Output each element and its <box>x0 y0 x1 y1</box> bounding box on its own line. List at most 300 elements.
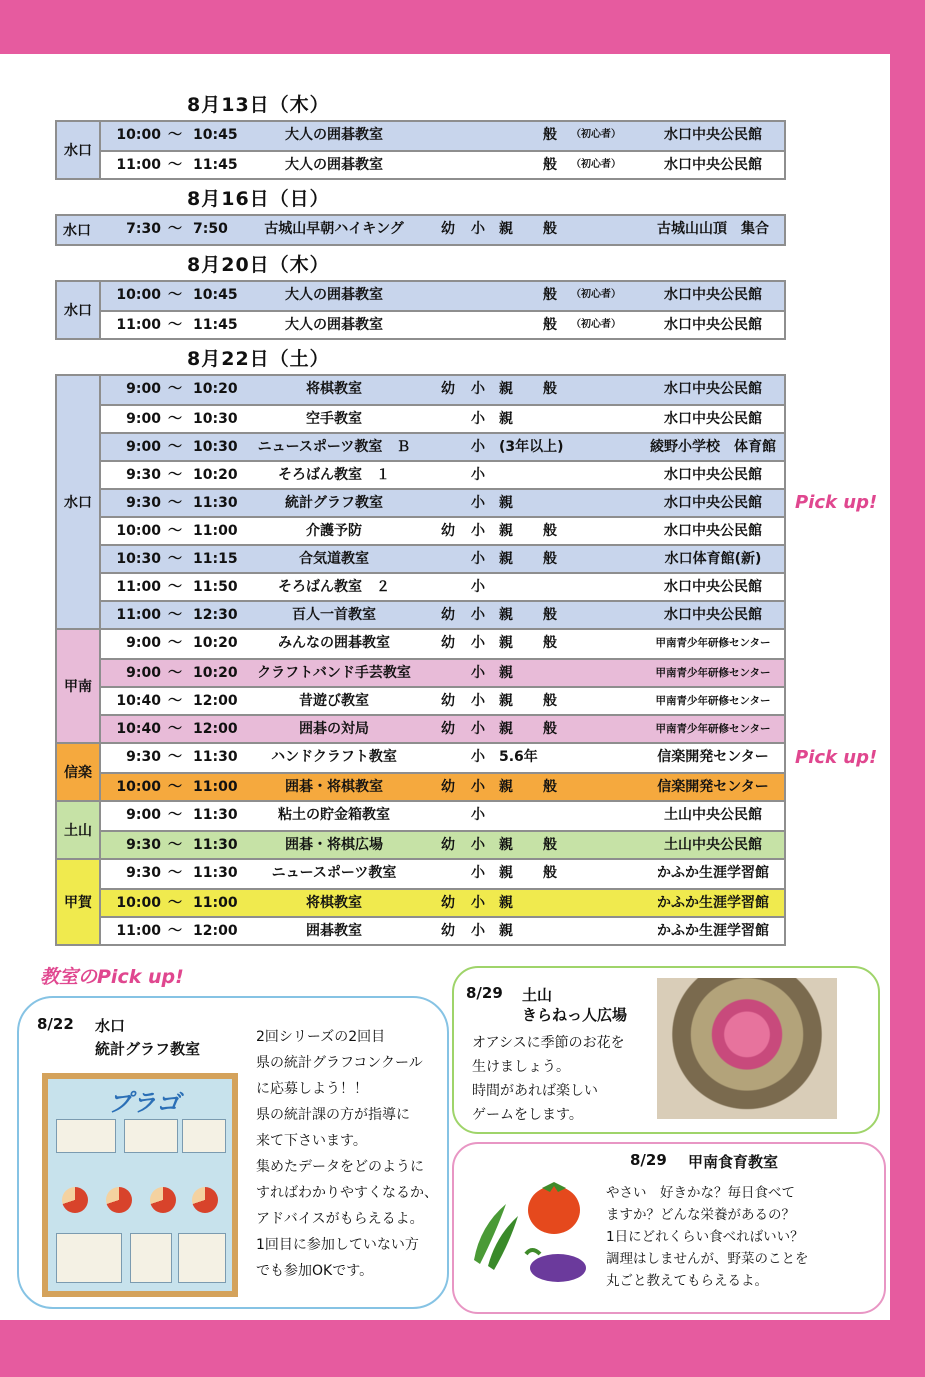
box2-title: きらねっ人広場 <box>522 1006 628 1024</box>
area-rows <box>101 376 784 628</box>
box3-line: 1日にどれくらい食べればいい？ <box>606 1229 804 1245</box>
end-time: 7:50 <box>193 221 228 237</box>
box1-title: 統計グラフ教室 <box>95 1040 201 1058</box>
end-time: 10:20 <box>193 467 238 483</box>
time-separator: ～ <box>168 411 182 427</box>
end-time: 11:45 <box>193 317 238 333</box>
target-general <box>543 462 563 488</box>
target-infant: 幼 <box>441 837 455 853</box>
start-time: 7:30 <box>126 221 161 237</box>
schedule-row <box>101 310 784 338</box>
day-table <box>55 214 786 246</box>
end-time: 10:45 <box>193 287 238 303</box>
area-rows <box>101 744 784 800</box>
end-time: 12:30 <box>193 607 238 623</box>
section-title: 教室のPick up! <box>40 966 184 988</box>
target-infant <box>441 860 463 886</box>
class-title: 大人の囲碁教室 <box>285 157 383 173</box>
time-separator: ～ <box>168 381 182 397</box>
target-note: （初心者） <box>571 159 621 170</box>
venue: 水口中央公民館 <box>664 157 762 173</box>
target-elementary: 小 <box>471 749 485 765</box>
target-general: 般 <box>543 779 557 795</box>
schedule-row <box>101 772 784 800</box>
box1-line: 県の統計グラフコンクール <box>256 1055 423 1071</box>
class-title: 囲碁・将棋広場 <box>285 837 383 853</box>
target-elementary: 小 <box>471 523 485 539</box>
time-separator: ～ <box>168 837 182 853</box>
area-rows <box>101 282 784 338</box>
time-separator: ～ <box>168 665 182 681</box>
box1-line: 2回シリーズの2回目 <box>256 1029 386 1045</box>
box1-line: すればわかりやすくなるか、 <box>256 1185 438 1201</box>
target-general <box>543 490 563 516</box>
schedule-row <box>101 916 784 944</box>
venue: 土山中央公民館 <box>664 837 762 853</box>
time-separator: ～ <box>168 157 182 173</box>
target-parent <box>499 462 519 488</box>
target-general: 般 <box>543 693 557 709</box>
box2-body <box>472 1031 625 1127</box>
start-time: 11:00 <box>116 607 161 623</box>
target-parent: 親 <box>499 865 513 881</box>
start-time: 10:00 <box>116 895 161 911</box>
time-separator: ～ <box>168 495 182 511</box>
box2-place: 土山 <box>522 986 553 1004</box>
area-label: 土山 <box>57 802 101 858</box>
target-elementary: 小 <box>471 665 485 681</box>
schedule-row <box>101 516 784 544</box>
time-separator: ～ <box>168 607 182 623</box>
schedule-row <box>101 150 784 178</box>
schedule-row <box>101 860 784 888</box>
frame-bottom <box>0 1320 925 1377</box>
venue: かふか生涯学習館 <box>657 895 769 911</box>
end-time: 11:50 <box>193 579 238 595</box>
target-parent: 親 <box>499 523 513 539</box>
class-title: 大人の囲碁教室 <box>285 127 383 143</box>
class-title: 囲碁・将棋教室 <box>285 779 383 795</box>
box1-line: 1回目に参加していない方 <box>256 1237 419 1253</box>
schedule-row <box>101 714 784 742</box>
target-parent: 親 <box>499 221 513 237</box>
target-elementary: 小 <box>471 467 485 483</box>
venue: 水口中央公民館 <box>664 317 762 333</box>
venue: 甲南青少年研修センター <box>655 667 771 679</box>
time-separator: ～ <box>168 579 182 595</box>
class-title: 粘土の貯金箱教室 <box>278 807 390 823</box>
end-time: 12:00 <box>193 693 238 709</box>
target-elementary: 小 <box>471 865 485 881</box>
time-separator: ～ <box>168 317 182 333</box>
target-elementary: 小 <box>471 551 485 567</box>
target-infant <box>441 660 463 686</box>
area-rows <box>101 122 784 178</box>
start-time: 11:00 <box>116 923 161 939</box>
poster-title: プラゴ <box>108 1089 180 1117</box>
target-infant: 幼 <box>441 721 455 737</box>
target-parent: 親 <box>499 693 513 709</box>
venue: 水口中央公民館 <box>664 523 762 539</box>
frame-right <box>890 0 925 1377</box>
target-elementary <box>471 312 491 338</box>
target-general: 般 <box>543 381 557 397</box>
target-parent: 親 <box>499 551 513 567</box>
time-separator: ～ <box>168 287 182 303</box>
target-parent <box>499 152 519 178</box>
target-general: 般 <box>543 837 557 853</box>
end-time: 10:20 <box>193 381 238 397</box>
target-infant <box>441 406 463 432</box>
target-infant: 幼 <box>441 923 455 939</box>
class-title: 囲碁の対局 <box>299 721 369 737</box>
target-elementary: 小 <box>471 807 485 823</box>
target-parent <box>499 802 519 828</box>
schedule-row <box>101 544 784 572</box>
end-time: 11:00 <box>193 779 238 795</box>
box1-line: 県の統計課の方が指導に <box>256 1107 410 1123</box>
class-title: 合気道教室 <box>299 551 369 567</box>
start-time: 10:40 <box>116 721 161 737</box>
end-time: 11:00 <box>193 523 238 539</box>
time-separator: ～ <box>168 551 182 567</box>
target-elementary: 小 <box>471 779 485 795</box>
end-time: 11:30 <box>193 837 238 853</box>
class-title: 古城山早朝ハイキング <box>264 221 404 237</box>
schedule-row <box>101 432 784 460</box>
schedule-row <box>101 744 784 772</box>
start-time: 9:30 <box>126 865 161 881</box>
graph-poster-photo <box>42 1073 238 1297</box>
target-general: 般 <box>543 721 557 737</box>
venue: 信楽開発センター <box>657 749 769 765</box>
day-title: 8月20日（木） <box>187 254 330 276</box>
target-general <box>543 802 563 828</box>
end-time: 11:15 <box>193 551 238 567</box>
schedule-row <box>101 488 784 516</box>
box3-line: 丸ごと教えてもらえるよ。 <box>606 1273 768 1289</box>
target-parent: 親 <box>499 381 513 397</box>
target-general: 般 <box>543 523 557 539</box>
area-group <box>57 800 784 858</box>
schedule-row <box>101 404 784 432</box>
end-time: 11:00 <box>193 895 238 911</box>
area-rows <box>101 630 784 742</box>
target-elementary: 小 <box>471 895 485 911</box>
area-group <box>57 376 784 628</box>
box3-body <box>606 1182 809 1292</box>
target-infant: 幼 <box>441 895 455 911</box>
class-title: 百人一首教室 <box>292 607 376 623</box>
target-infant: 幼 <box>441 221 455 237</box>
schedule-row <box>101 376 784 404</box>
start-time: 10:00 <box>116 127 161 143</box>
class-title: ニュースポーツ教室 Ｂ <box>257 439 411 455</box>
start-time: 9:00 <box>126 381 161 397</box>
schedule-row <box>101 216 784 244</box>
schedule-row <box>101 572 784 600</box>
time-separator: ～ <box>168 635 182 651</box>
target-general <box>543 744 563 770</box>
box1-place: 水口 <box>95 1017 126 1035</box>
target-general: 般 <box>543 607 557 623</box>
area-group <box>57 858 784 944</box>
start-time: 10:00 <box>116 779 161 795</box>
time-separator: ～ <box>168 779 182 795</box>
start-time: 11:00 <box>116 317 161 333</box>
target-general <box>543 660 563 686</box>
end-time: 10:30 <box>193 411 238 427</box>
area-label: 甲賀 <box>57 860 101 944</box>
class-title: 大人の囲碁教室 <box>285 287 383 303</box>
target-general: 般 <box>543 157 557 173</box>
area-label: 水口 <box>57 216 113 244</box>
area-group <box>57 282 784 338</box>
start-time: 9:00 <box>126 807 161 823</box>
target-elementary: 小 <box>471 439 485 455</box>
day-title: 8月13日（木） <box>187 94 330 116</box>
end-time: 10:30 <box>193 439 238 455</box>
target-elementary: 小 <box>471 607 485 623</box>
target-general <box>543 406 563 432</box>
target-infant: 幼 <box>441 779 455 795</box>
end-time: 11:30 <box>193 865 238 881</box>
class-title: 昔遊び教室 <box>299 693 369 709</box>
target-infant <box>441 282 463 308</box>
target-parent: 親 <box>499 495 513 511</box>
class-title: 空手教室 <box>306 411 362 427</box>
box2-date: 8/29 <box>466 984 503 1002</box>
day-table <box>55 280 786 340</box>
flower-arrangement-photo <box>657 978 837 1119</box>
box2-line: 時間があれば楽しい <box>472 1083 598 1099</box>
class-title: ハンドクラフト教室 <box>271 749 397 765</box>
class-title: 統計グラフ教室 <box>285 495 383 511</box>
time-separator: ～ <box>168 721 182 737</box>
day-table <box>55 120 786 180</box>
target-parent <box>499 122 519 148</box>
end-time: 11:30 <box>193 495 238 511</box>
start-time: 9:30 <box>126 495 161 511</box>
area-label: 信楽 <box>57 744 101 800</box>
start-time: 9:00 <box>126 635 161 651</box>
end-time: 10:20 <box>193 665 238 681</box>
venue: 信楽開発センター <box>657 779 769 795</box>
target-parent <box>499 312 519 338</box>
time-separator: ～ <box>168 523 182 539</box>
class-title: 介護予防 <box>306 523 362 539</box>
time-separator: ～ <box>168 807 182 823</box>
time-separator: ～ <box>168 467 182 483</box>
class-title: 囲碁教室 <box>306 923 362 939</box>
schedule-row <box>101 282 784 310</box>
area-group <box>57 628 784 742</box>
start-time: 10:00 <box>116 287 161 303</box>
area-label: 水口 <box>57 282 101 338</box>
pickup-label-graph: Pick up! <box>795 492 878 513</box>
class-title: ニュースポーツ教室 <box>271 865 397 881</box>
start-time: 9:00 <box>126 439 161 455</box>
schedule-row <box>101 686 784 714</box>
target-infant <box>441 490 463 516</box>
box3-line: やさい 好きかな？毎日食べて <box>606 1185 795 1201</box>
box3-date: 8/29 <box>630 1151 667 1169</box>
target-elementary: 小 <box>471 923 485 939</box>
area-group <box>57 216 784 244</box>
target-infant <box>441 152 463 178</box>
target-parent: 親 <box>499 411 513 427</box>
box1-line: アドバイスがもらえるよ。 <box>256 1211 424 1227</box>
target-infant: 幼 <box>441 607 455 623</box>
target-note: （初心者） <box>571 129 621 140</box>
target-parent: 親 <box>499 837 513 853</box>
target-parent: 親 <box>499 721 513 737</box>
vegetables-illustration <box>466 1176 596 1292</box>
area-label: 甲南 <box>57 630 101 742</box>
box2-line: オアシスに季節のお花を <box>472 1035 625 1051</box>
end-time: 11:45 <box>193 157 238 173</box>
class-title: みんなの囲碁教室 <box>278 635 390 651</box>
venue: かふか生涯学習館 <box>657 865 769 881</box>
target-infant: 幼 <box>441 693 455 709</box>
box3-line: 調理はしませんが、野菜のことを <box>606 1251 809 1267</box>
day-title: 8月16日（日） <box>187 188 330 210</box>
target-infant: 幼 <box>441 635 455 651</box>
box1-body <box>256 1024 438 1284</box>
area-label: 水口 <box>57 122 101 178</box>
class-title: そろばん教室 ２ <box>278 579 390 595</box>
target-infant: 幼 <box>441 523 455 539</box>
start-time: 9:00 <box>126 665 161 681</box>
target-infant <box>441 312 463 338</box>
target-parent: 親 <box>499 923 513 939</box>
schedule-row <box>101 122 784 150</box>
day-title: 8月22日（土） <box>187 348 330 370</box>
class-title: クラフトバンド手芸教室 <box>257 665 411 681</box>
target-infant <box>441 122 463 148</box>
target-general: 般 <box>543 865 557 881</box>
target-infant <box>441 546 463 572</box>
venue: 水口中央公民館 <box>664 579 762 595</box>
schedule-row <box>101 600 784 628</box>
start-time: 9:30 <box>126 467 161 483</box>
start-time: 11:00 <box>116 579 161 595</box>
target-elementary: 小 <box>471 221 485 237</box>
box1-line: でも参加OKです。 <box>256 1263 374 1279</box>
venue: 水口中央公民館 <box>664 467 762 483</box>
start-time: 9:30 <box>126 749 161 765</box>
time-separator: ～ <box>168 865 182 881</box>
area-rows <box>101 860 784 944</box>
target-parent: 親 <box>499 895 513 911</box>
target-general: 般 <box>543 127 557 143</box>
area-group <box>57 742 784 800</box>
class-title: 大人の囲碁教室 <box>285 317 383 333</box>
time-separator: ～ <box>168 693 182 709</box>
start-time: 10:30 <box>116 551 161 567</box>
box1-line: 集めたデータをどのように <box>256 1159 424 1175</box>
schedule-row <box>101 460 784 488</box>
area-label: 水口 <box>57 376 101 628</box>
target-parent: 親 <box>499 779 513 795</box>
target-infant <box>441 744 463 770</box>
start-time: 10:40 <box>116 693 161 709</box>
schedule-row <box>101 630 784 658</box>
target-general <box>543 574 563 600</box>
target-elementary: 小 <box>471 721 485 737</box>
venue: 水口中央公民館 <box>664 127 762 143</box>
end-time: 10:45 <box>193 127 238 143</box>
box2-line: 生けましょう。 <box>472 1059 570 1075</box>
target-infant: 幼 <box>441 381 455 397</box>
venue: 水口中央公民館 <box>664 287 762 303</box>
target-general: 般 <box>543 221 557 237</box>
target-elementary: 小 <box>471 411 485 427</box>
target-elementary <box>471 282 491 308</box>
target-elementary: 小 <box>471 381 485 397</box>
end-time: 12:00 <box>193 721 238 737</box>
target-infant <box>441 434 463 460</box>
target-parent: (3年以上) <box>499 439 564 455</box>
target-general <box>543 890 563 916</box>
target-parent: 5.6年 <box>499 749 538 765</box>
start-time: 9:30 <box>126 837 161 853</box>
venue: 水口中央公民館 <box>664 495 762 511</box>
box3-title: 甲南食育教室 <box>688 1153 779 1171</box>
venue: 水口中央公民館 <box>664 411 762 427</box>
venue: 古城山山頂 集合 <box>657 221 769 237</box>
venue: かふか生涯学習館 <box>657 923 769 939</box>
time-separator: ～ <box>168 127 182 143</box>
pickup-label-craft: Pick up! <box>795 747 878 768</box>
time-separator: ～ <box>168 439 182 455</box>
box1-line: 来て下さいます。 <box>256 1133 367 1149</box>
time-separator: ～ <box>168 749 182 765</box>
target-elementary <box>471 152 491 178</box>
target-general: 般 <box>543 551 557 567</box>
target-general: 般 <box>543 635 557 651</box>
time-separator: ～ <box>168 895 182 911</box>
box2-line: ゲームをします。 <box>472 1107 583 1123</box>
target-infant <box>441 802 463 828</box>
target-elementary: 小 <box>471 579 485 595</box>
target-general <box>543 918 563 944</box>
start-time: 11:00 <box>116 157 161 173</box>
box1-line: に応募しよう！！ <box>256 1081 368 1097</box>
venue: 甲南青少年研修センター <box>655 695 771 707</box>
day-table <box>55 374 786 946</box>
target-note: （初心者） <box>571 319 621 330</box>
target-general: 般 <box>543 317 557 333</box>
schedule-row <box>101 802 784 830</box>
end-time: 12:00 <box>193 923 238 939</box>
area-rows <box>101 802 784 858</box>
time-separator: ～ <box>168 923 182 939</box>
class-title: 将棋教室 <box>306 381 362 397</box>
class-title: 将棋教室 <box>306 895 362 911</box>
end-time: 11:30 <box>193 749 238 765</box>
target-general <box>543 434 563 460</box>
target-general: 般 <box>543 287 557 303</box>
target-elementary: 小 <box>471 635 485 651</box>
box3-line: ますか？どんな栄養があるの？ <box>606 1207 795 1223</box>
target-parent: 親 <box>499 635 513 651</box>
start-time: 10:00 <box>116 523 161 539</box>
box1-date: 8/22 <box>37 1015 74 1033</box>
target-parent: 親 <box>499 607 513 623</box>
end-time: 11:30 <box>193 807 238 823</box>
target-elementary: 小 <box>471 693 485 709</box>
